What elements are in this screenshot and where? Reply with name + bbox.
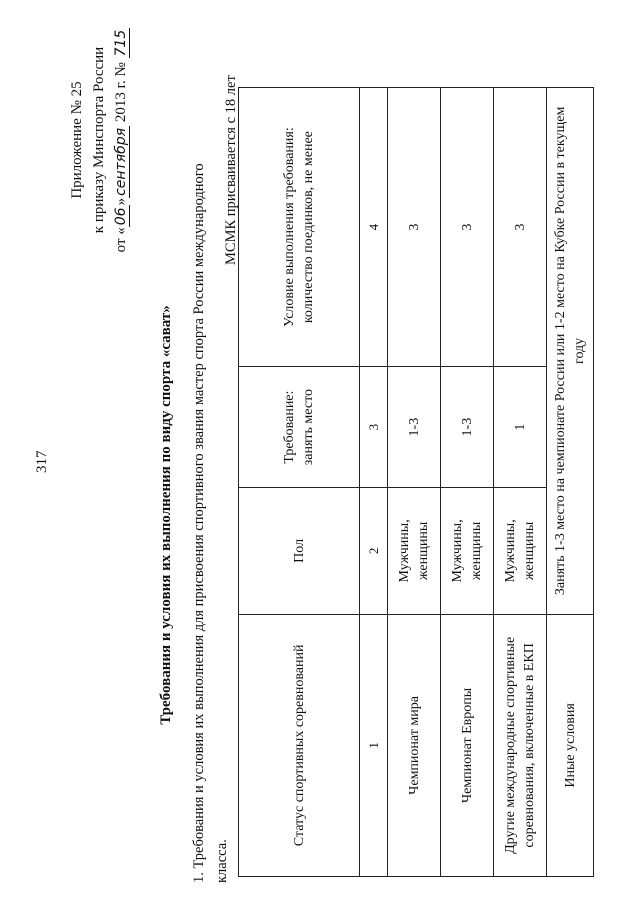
cell-bouts: 3 [441,88,494,367]
order-number: 715 [113,29,129,57]
date-year: 2013 г. № [113,62,129,123]
date-month: сентября [113,127,129,196]
appendix-number: Приложение № 25 [69,81,85,199]
column-number-row [360,88,388,877]
header-place: Требование: занять место [239,367,360,488]
header-status: Статус спортивных соревнований [239,614,360,876]
date-day: 06 [113,207,129,226]
appendix-header [66,15,132,265]
column-number: 4 [360,88,388,367]
column-number: 3 [360,367,388,488]
cell-sex: Мужчины, женщины [494,487,547,614]
page-number: 317 [34,450,50,473]
age-note: МСМК присваивается с 18 лет [223,75,239,265]
cell-bouts: 3 [494,88,547,367]
appendix-date-line [110,15,132,265]
cell-status: Чемпионат мира [388,614,441,876]
requirements-table [238,87,594,877]
column-number: 1 [360,614,388,876]
column-number: 2 [360,487,388,614]
section-title: 1. Требования и условия их выполнения для присвоения спортивного звания мастер спорта России международного класса. [191,163,230,883]
other-conditions-label: Иные условия [547,614,594,876]
date-prefix: от « [113,227,129,253]
header-bouts: Условие выполнения требования: количество поединков, не менее [239,88,360,367]
cell-status: Чемпионат Европы [441,614,494,876]
table-row [494,88,547,877]
cell-place: 1-3 [388,367,441,488]
table-row [441,88,494,877]
document-title: Требования и условия их выполнения по виду спорта «сават» [158,305,174,725]
cell-place: 1-3 [441,367,494,488]
header-sex: Пол [239,487,360,614]
date-mid: » [113,197,129,206]
cell-sex: Мужчины, женщины [388,487,441,614]
table-row [388,88,441,877]
cell-place: 1 [494,367,547,488]
cell-sex: Мужчины, женщины [441,487,494,614]
cell-status: Другие международные спортивные соревнования, включенные в ЕКП [494,614,547,876]
other-conditions-text: Занять 1-3 место на чемпионате России или 1-2 место на Кубке России в текущем году [547,88,594,615]
other-conditions-row [547,88,594,877]
cell-bouts: 3 [388,88,441,367]
appendix-order: к приказу Минспорта России [91,46,107,234]
table-header-row [239,88,360,877]
